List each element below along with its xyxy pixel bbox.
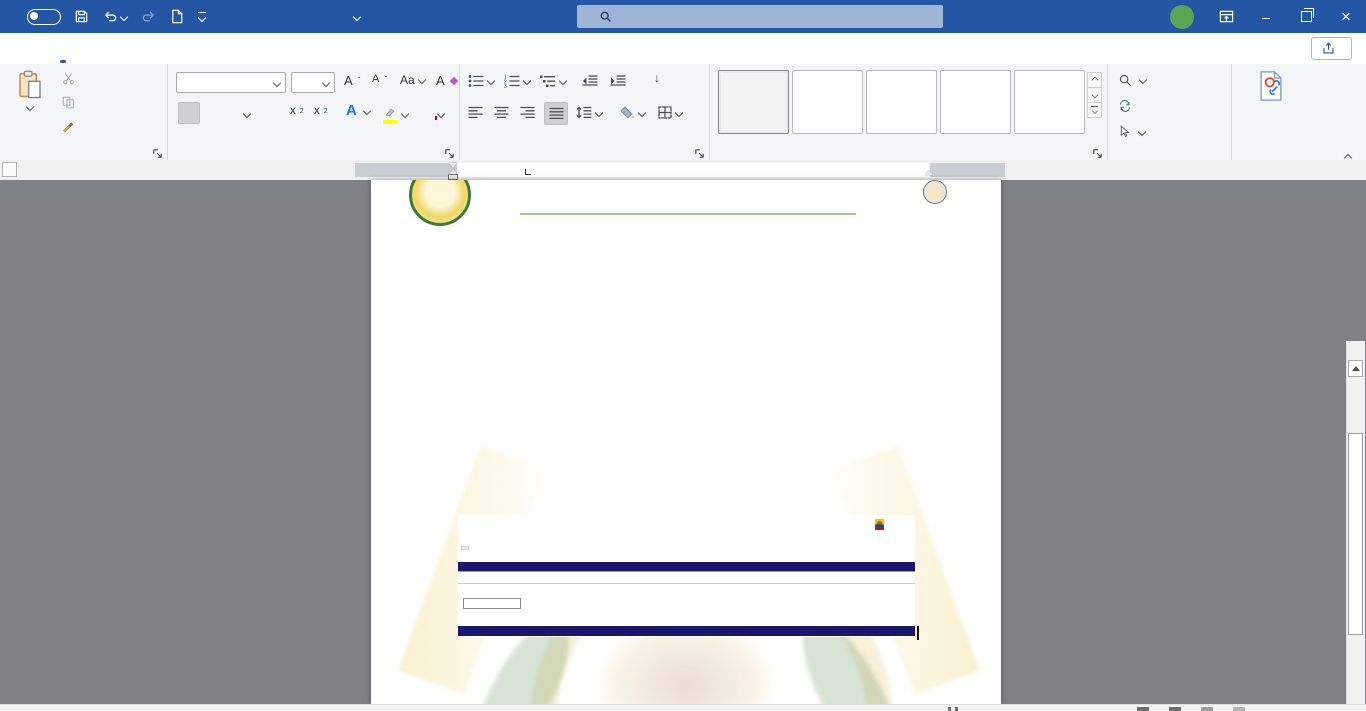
first-line-indent-marker[interactable] — [449, 163, 457, 168]
font-name-dropdown-icon — [273, 78, 281, 86]
paste-icon — [17, 70, 43, 100]
shading-icon — [620, 106, 635, 119]
align-center-button[interactable] — [494, 106, 509, 119]
align-right-button[interactable] — [520, 106, 535, 119]
tab-referencias[interactable] — [196, 33, 234, 64]
group-paragraph — [460, 64, 710, 160]
sercop-date — [461, 546, 469, 550]
paste-dropdown-icon — [26, 103, 34, 111]
tab-revisar[interactable] — [272, 33, 310, 64]
group-styles — [710, 64, 1108, 160]
style-sin-espacio[interactable] — [792, 70, 863, 134]
sercop-menu-bar — [458, 562, 915, 572]
share-icon — [1322, 42, 1335, 55]
tab-diseno[interactable] — [120, 33, 158, 64]
shading-dropdown-icon — [638, 108, 646, 116]
borders-button[interactable] — [658, 106, 682, 119]
status-mark — [948, 707, 951, 711]
toggle-knob — [30, 12, 38, 20]
tab-insertar[interactable] — [82, 33, 120, 64]
borders-icon — [658, 106, 672, 119]
close-button[interactable]: × — [1341, 6, 1351, 26]
align-left-button[interactable] — [468, 106, 483, 119]
sort-arrow: ↓ — [654, 71, 660, 85]
status-mark — [955, 707, 958, 711]
vertical-scrollbar[interactable] — [1346, 341, 1365, 711]
minimize-button[interactable]: – — [1262, 8, 1270, 25]
sercop-section-title — [458, 578, 915, 584]
find-dropdown-icon — [1139, 76, 1147, 84]
change-case-button[interactable]: Aa — [400, 73, 425, 87]
restore-icon — [1301, 11, 1312, 22]
copy-icon — [62, 96, 75, 109]
view-button-top[interactable] — [1137, 707, 1149, 711]
style-normal[interactable] — [718, 70, 789, 134]
text-cursor — [917, 626, 919, 640]
redo-icon — [141, 9, 156, 24]
sercop-search-row — [460, 598, 521, 609]
font-size-combo[interactable] — [291, 72, 335, 93]
left-indent-marker[interactable] — [449, 175, 457, 179]
title-bar — [0, 0, 1366, 33]
share-button[interactable] — [1311, 37, 1352, 60]
tab-ayuda[interactable] — [348, 33, 386, 64]
shading-button[interactable] — [620, 106, 645, 119]
bold-button[interactable] — [178, 102, 200, 124]
select-button[interactable] — [1118, 125, 1145, 138]
styles-dialog-launcher[interactable] — [1092, 146, 1103, 157]
republic-seal-icon — [923, 180, 947, 204]
create-pdf-button[interactable] — [1244, 70, 1298, 106]
find-button[interactable] — [1118, 73, 1146, 87]
svg-text:1: 1 — [504, 74, 507, 81]
highlight-button[interactable] — [384, 107, 396, 120]
superscript-button[interactable]: x 2 — [314, 105, 328, 117]
text-effects-button[interactable]: A — [346, 102, 370, 119]
tab-pdfelement[interactable] — [424, 33, 462, 64]
group-acrobat — [1232, 64, 1310, 160]
tab-stop-marker[interactable] — [525, 169, 531, 175]
undo-dropdown-icon — [120, 12, 128, 20]
save-icon — [74, 9, 89, 24]
clear-formatting-button[interactable]: A — [436, 73, 457, 88]
increase-indent-button[interactable] — [610, 74, 626, 88]
font-color-bar — [435, 116, 437, 120]
scroll-up-icon — [1352, 366, 1360, 371]
new-document-icon — [170, 9, 184, 24]
customize-qat-button[interactable] — [198, 12, 206, 21]
styles-scroll-buttons — [1087, 72, 1102, 117]
titlebar-right — [1160, 0, 1366, 33]
gov-logo — [875, 519, 887, 530]
search-icon — [599, 10, 612, 23]
underline-dropdown-icon[interactable] — [243, 110, 251, 118]
styles-scroll-down-button[interactable] — [1087, 87, 1102, 103]
right-indent-marker[interactable] — [925, 170, 933, 175]
scroll-up-button[interactable] — [1348, 360, 1363, 377]
svg-text:2: 2 — [504, 79, 507, 86]
cpc-input-value — [463, 598, 521, 609]
group-clipboard — [0, 64, 168, 160]
highlight-dropdown-icon[interactable] — [401, 110, 409, 118]
multilevel-dropdown-icon — [559, 77, 567, 85]
tab-acrobat[interactable] — [386, 33, 424, 64]
tab-inicio[interactable] — [44, 33, 82, 64]
style-titulo[interactable] — [1014, 70, 1085, 134]
text-effects-dropdown-icon — [363, 106, 371, 114]
select-icon — [1118, 125, 1131, 138]
undo-icon — [103, 9, 118, 24]
group-editing — [1108, 64, 1232, 160]
title-dropdown-icon — [353, 12, 361, 20]
scrollbar-thumb[interactable] — [1348, 433, 1363, 635]
multilevel-list-button[interactable] — [540, 74, 566, 88]
bullets-dropdown-icon — [487, 77, 495, 85]
decrease-indent-icon — [582, 74, 598, 88]
svg-text:3: 3 — [504, 84, 507, 88]
document-page[interactable] — [371, 180, 1001, 704]
clipboard-dialog-launcher[interactable] — [152, 146, 163, 157]
redo-button[interactable] — [141, 9, 156, 24]
tab-vista[interactable] — [310, 33, 348, 64]
eraser-icon — [449, 76, 457, 84]
increase-indent-icon — [610, 74, 626, 88]
sercop-screenshot — [458, 515, 915, 637]
sort-button[interactable] — [650, 71, 660, 85]
line-spacing-dropdown-icon — [595, 108, 603, 116]
numbering-button[interactable] — [504, 74, 530, 88]
align-left-icon — [468, 106, 483, 119]
tab-archivo[interactable] — [6, 33, 44, 64]
tab-stop-selector[interactable] — [2, 162, 17, 177]
font-dialog-launcher[interactable] — [444, 146, 455, 157]
style-titulo-2[interactable] — [940, 70, 1011, 134]
subscript-button[interactable]: x 2 — [290, 105, 304, 117]
avatar[interactable] — [1170, 5, 1194, 29]
bullets-button[interactable] — [468, 74, 494, 88]
view-button-top[interactable] — [1169, 707, 1181, 711]
format-painter-button[interactable] — [62, 120, 79, 133]
decrease-indent-button[interactable] — [582, 74, 598, 88]
document-area — [0, 180, 1366, 704]
font-color-dropdown-icon[interactable] — [437, 110, 445, 118]
font-size-dropdown-icon — [322, 78, 330, 86]
create-pdf-icon — [1256, 70, 1286, 102]
save-button[interactable] — [74, 9, 89, 24]
cut-button[interactable] — [62, 72, 79, 85]
tab-disposicion[interactable] — [158, 33, 196, 64]
ribbon-tabs — [0, 33, 1366, 64]
horizontal-ruler — [355, 163, 1005, 177]
borders-dropdown-icon — [675, 108, 683, 116]
replace-button[interactable] — [1118, 99, 1136, 113]
ruler-left-numbers — [359, 163, 451, 177]
highlight-color-bar — [383, 120, 397, 124]
font-name-combo[interactable] — [176, 72, 286, 93]
style-titulo-1[interactable] — [866, 70, 937, 134]
group-font — [168, 64, 460, 160]
highlight-pen-icon — [384, 107, 396, 117]
launcher-icon — [694, 148, 705, 159]
cut-icon — [62, 72, 75, 85]
multilevel-list-icon — [540, 74, 556, 88]
find-icon — [1118, 73, 1132, 87]
header-divider-line — [520, 213, 856, 215]
ecuador-flag-icon — [875, 519, 884, 530]
ruler-row — [0, 160, 1366, 180]
hanging-indent-marker[interactable] — [449, 169, 457, 174]
replace-icon — [1118, 99, 1132, 113]
styles-scroll-up-button[interactable] — [1087, 72, 1102, 88]
ribbon-display-options-icon — [1219, 9, 1234, 24]
paragraph-dialog-launcher[interactable] — [694, 146, 705, 157]
launcher-icon — [1092, 148, 1103, 159]
paste-button[interactable] — [10, 70, 50, 110]
launcher-icon — [152, 148, 163, 159]
change-case-dropdown-icon — [417, 76, 425, 84]
restore-button[interactable] — [1286, 0, 1326, 33]
ruler-right-numbers — [935, 163, 1001, 177]
qat-chevron-icon — [198, 14, 206, 22]
format-painter-icon — [62, 120, 75, 133]
justify-icon — [549, 107, 564, 120]
align-right-icon — [520, 106, 535, 119]
parish-crest-logo — [409, 180, 471, 226]
autosave-toggle[interactable] — [27, 9, 61, 25]
shrink-font-button[interactable]: A ˇ — [372, 73, 388, 85]
grow-font-button[interactable]: A ˆ — [344, 73, 361, 88]
align-center-icon — [494, 106, 509, 119]
document-title[interactable] — [345, 0, 360, 33]
copy-button[interactable] — [62, 96, 79, 109]
ribbon — [0, 64, 1366, 161]
new-document-button[interactable] — [170, 9, 184, 24]
view-button-top[interactable] — [1201, 707, 1213, 711]
justify-button[interactable] — [544, 102, 568, 125]
launcher-icon — [444, 148, 455, 159]
sercop-footer — [458, 626, 915, 636]
search-box[interactable] — [577, 5, 943, 28]
ribbon-display-options-button[interactable] — [1206, 0, 1246, 33]
numbering-dropdown-icon — [523, 77, 531, 85]
line-spacing-icon — [576, 106, 592, 119]
republic-seal — [903, 180, 967, 206]
status-bar — [0, 704, 1366, 711]
view-button-top[interactable] — [1233, 707, 1245, 711]
bullets-icon — [468, 74, 484, 88]
select-dropdown-icon — [1138, 127, 1146, 135]
line-spacing-button[interactable] — [576, 106, 602, 119]
styles-more-button[interactable] — [1087, 102, 1102, 118]
undo-button[interactable] — [103, 9, 127, 24]
tab-correspondencia[interactable] — [234, 33, 272, 64]
numbering-icon — [504, 74, 520, 88]
